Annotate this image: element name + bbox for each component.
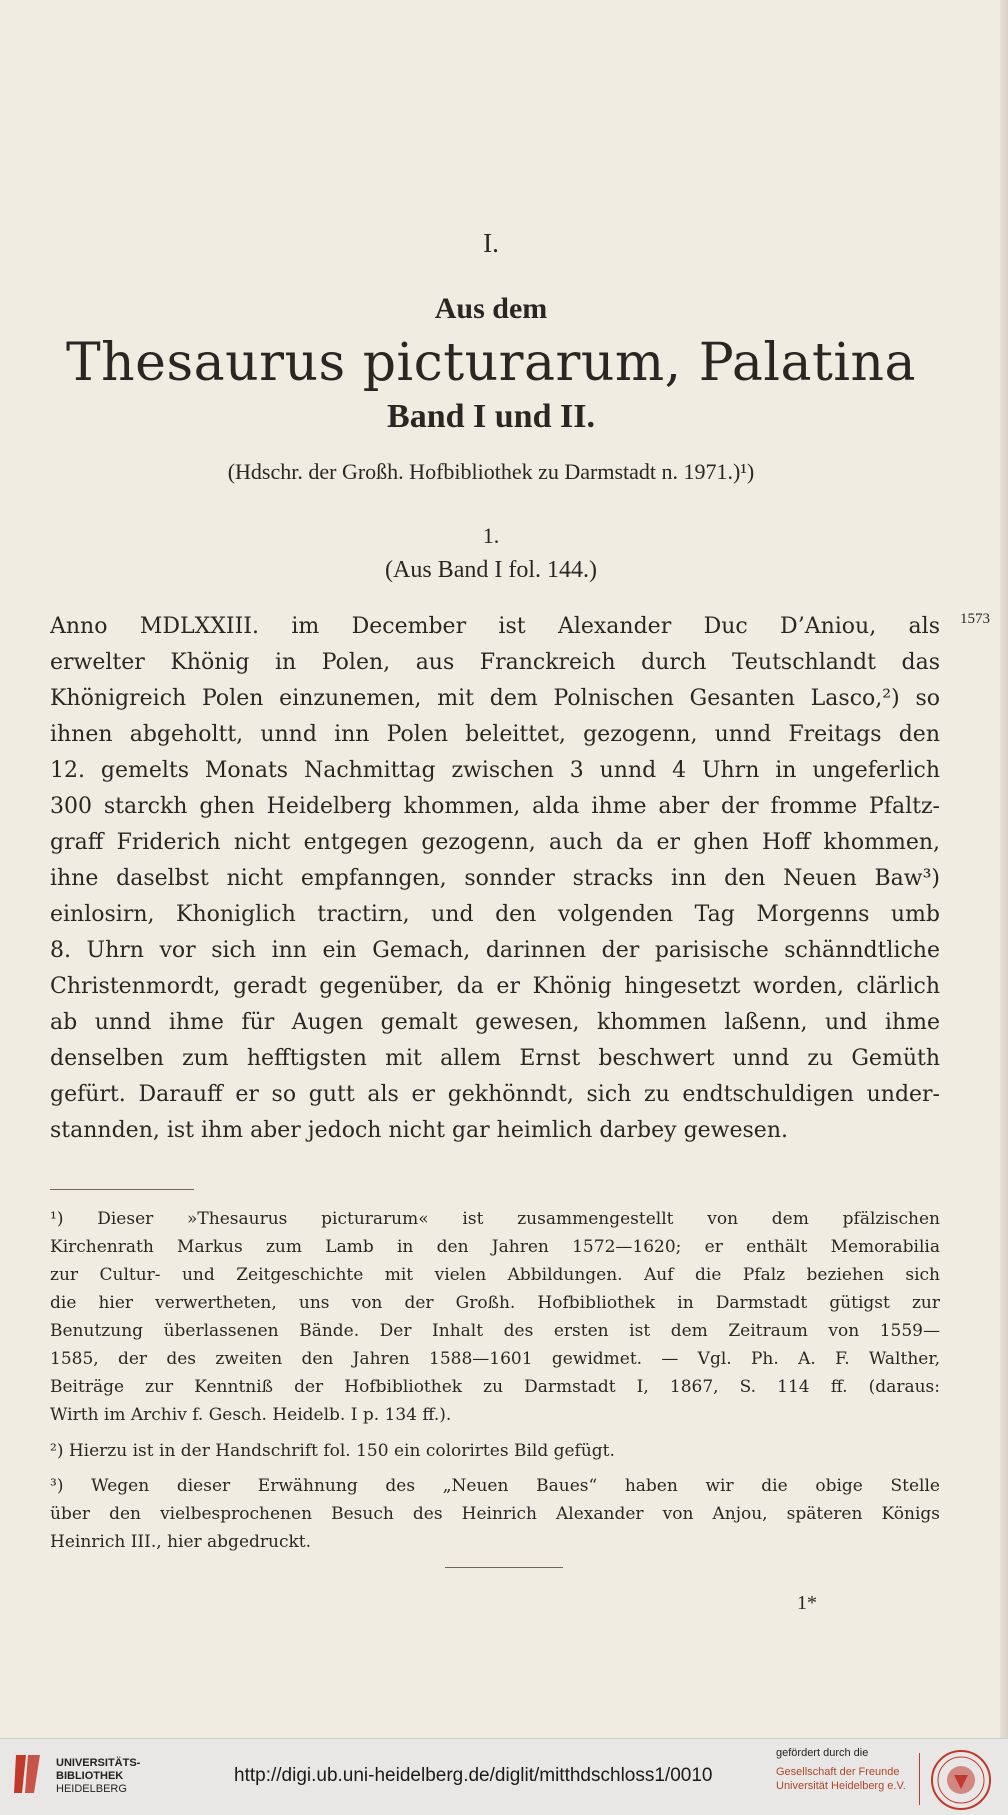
footnote-line: Heinrich III., hier abgedruckt. bbox=[50, 1532, 312, 1552]
heading-source: (Hdschr. der Großh. Hofbibliothek zu Darmstadt n. 1971.)¹) bbox=[227, 459, 755, 484]
footnote-line: ³) Wegen dieser Erwähnung des „Neuen Baues“ haben wir die obige Stelle bbox=[50, 1476, 940, 1496]
library-name bbox=[56, 1757, 140, 1796]
body-line: ihnen abgeholtt, unnd inn Polen beleittet, gezogenn, unnd Freitags den bbox=[50, 722, 940, 747]
sponsored-by-label: gefördert durch die bbox=[776, 1747, 869, 1759]
footnote-line: die hier verwertheten, uns von der Großh. Hofbibliothek in Darmstadt gütigst zur bbox=[50, 1293, 940, 1313]
footnote-line: Wirth im Archiv f. Gesch. Heidelb. I p. 134 ff.). bbox=[50, 1405, 452, 1425]
body-line: graff Friderich nicht entgegen gezogenn, auch da er ghen Hoff khommen, bbox=[50, 830, 940, 855]
library-name-line: BIBLIOTHEK bbox=[56, 1770, 124, 1782]
library-name-line: HEIDELBERG bbox=[56, 1783, 127, 1795]
heading-aus-dem: Aus dem bbox=[434, 292, 548, 325]
body-line: Christenmordt, geradt gegenüber, da er Khönig hingesetzt worden, clärlich bbox=[50, 974, 940, 999]
body-line: 8. Uhrn vor sich inn ein Gemach, darinnen der parisische schänndtliche bbox=[50, 938, 940, 963]
body-line: 12. gemelts Monats Nachmittag zwischen 3 unnd 4 Uhrn in ungeferlich bbox=[50, 758, 940, 783]
footnote-line: Benutzung überlassenen Bände. Der Inhalt des ersten ist dem Zeitraum von 1559— bbox=[50, 1321, 940, 1341]
footnote-rule bbox=[50, 1189, 194, 1190]
subsection-source: (Aus Band I fol. 144.) bbox=[385, 557, 597, 583]
page-title: Thesaurus picturarum, Palatina bbox=[66, 333, 916, 393]
body-line: einlosirn, Khoniglich tractirn, und den volgenden Tag Morgenns umb bbox=[50, 902, 940, 927]
footnote-line: über den vielbesprochenen Besuch des Heinrich Alexander von Anjou, späteren Königs bbox=[50, 1504, 940, 1524]
body-line: gefürt. Darauff er so gutt als er gekhönndt, sich zu endtschuldigen under- bbox=[50, 1082, 940, 1107]
permalink-url[interactable]: http://digi.ub.uni-heidelberg.de/diglit/mitthdschloss1/0010 bbox=[234, 1765, 713, 1786]
university-seal-icon[interactable] bbox=[930, 1749, 992, 1811]
footnote-line: zur Cultur- und Zeitgeschichte mit vielen Abbildungen. Auf die Pfalz beziehen sich bbox=[50, 1265, 940, 1285]
footnote-line: ²) Hierzu ist in der Handschrift fol. 150 ein colorirtes Bild gefügt. bbox=[50, 1441, 615, 1461]
body-line: 300 starckh ghen Heidelberg khommen, alda ihme aber der fromme Pfaltz- bbox=[50, 794, 940, 819]
footnote-line: 1585, der des zweiten den Jahren 1588—1601 gewidmet. — Vgl. Ph. A. F. Walther, bbox=[50, 1349, 940, 1369]
end-rule bbox=[445, 1567, 563, 1568]
heading-band: Band I und II. bbox=[387, 398, 595, 435]
sponsor-name: Gesellschaft der Freunde bbox=[776, 1766, 900, 1778]
footnote-line: ¹) Dieser »Thesaurus picturarum« ist zusammengestellt von dem pfälzischen bbox=[50, 1209, 940, 1229]
body-line: Khönigreich Polen einzunemen, mit dem Polnischen Gesanten Lasco,²) so bbox=[50, 686, 940, 711]
footnote-line: Beiträge zur Kenntniß der Hofbibliothek zu Darmstadt I, 1867, S. 114 ff. (daraus: bbox=[50, 1377, 940, 1397]
sponsor-block bbox=[776, 1747, 926, 1793]
body-line: ab unnd ihme für Augen gemalt gewesen, khommen laßenn, und ihme bbox=[50, 1010, 940, 1035]
signature-mark: 1* bbox=[797, 1592, 817, 1614]
footer-bar bbox=[0, 1738, 1008, 1815]
body-line: Anno MDLXXIII. im December ist Alexander Duc D’Aniou, als bbox=[50, 614, 940, 639]
page-edge bbox=[1000, 0, 1008, 1738]
body-line: erwelter Khönig in Polen, aus Franckreich durch Teutschlandt das bbox=[50, 650, 940, 675]
library-name-line: UNIVERSITÄTS- bbox=[56, 1757, 141, 1769]
university-library-logo-icon[interactable] bbox=[12, 1751, 42, 1797]
footer-divider bbox=[919, 1753, 920, 1805]
body-line: stannden, ist ihm aber jedoch nicht gar heimlich darbey gewesen. bbox=[50, 1118, 788, 1143]
section-numeral: I. bbox=[483, 228, 499, 258]
sponsor-name: Universität Heidelberg e.V. bbox=[776, 1780, 906, 1792]
body-line: denselben zum hefftigsten mit allem Ernst beschwert unnd zu Gemüth bbox=[50, 1046, 940, 1071]
subsection-number: 1. bbox=[482, 523, 500, 548]
footnote-line: Kirchenrath Markus zum Lamb in den Jahren 1572—1620; er enthält Memorabilia bbox=[50, 1237, 940, 1257]
body-line: ihne daselbst nicht empfanngen, sonnder stracks inn den Neuen Baw³) bbox=[50, 866, 940, 891]
margin-year: 1573 bbox=[960, 611, 990, 627]
